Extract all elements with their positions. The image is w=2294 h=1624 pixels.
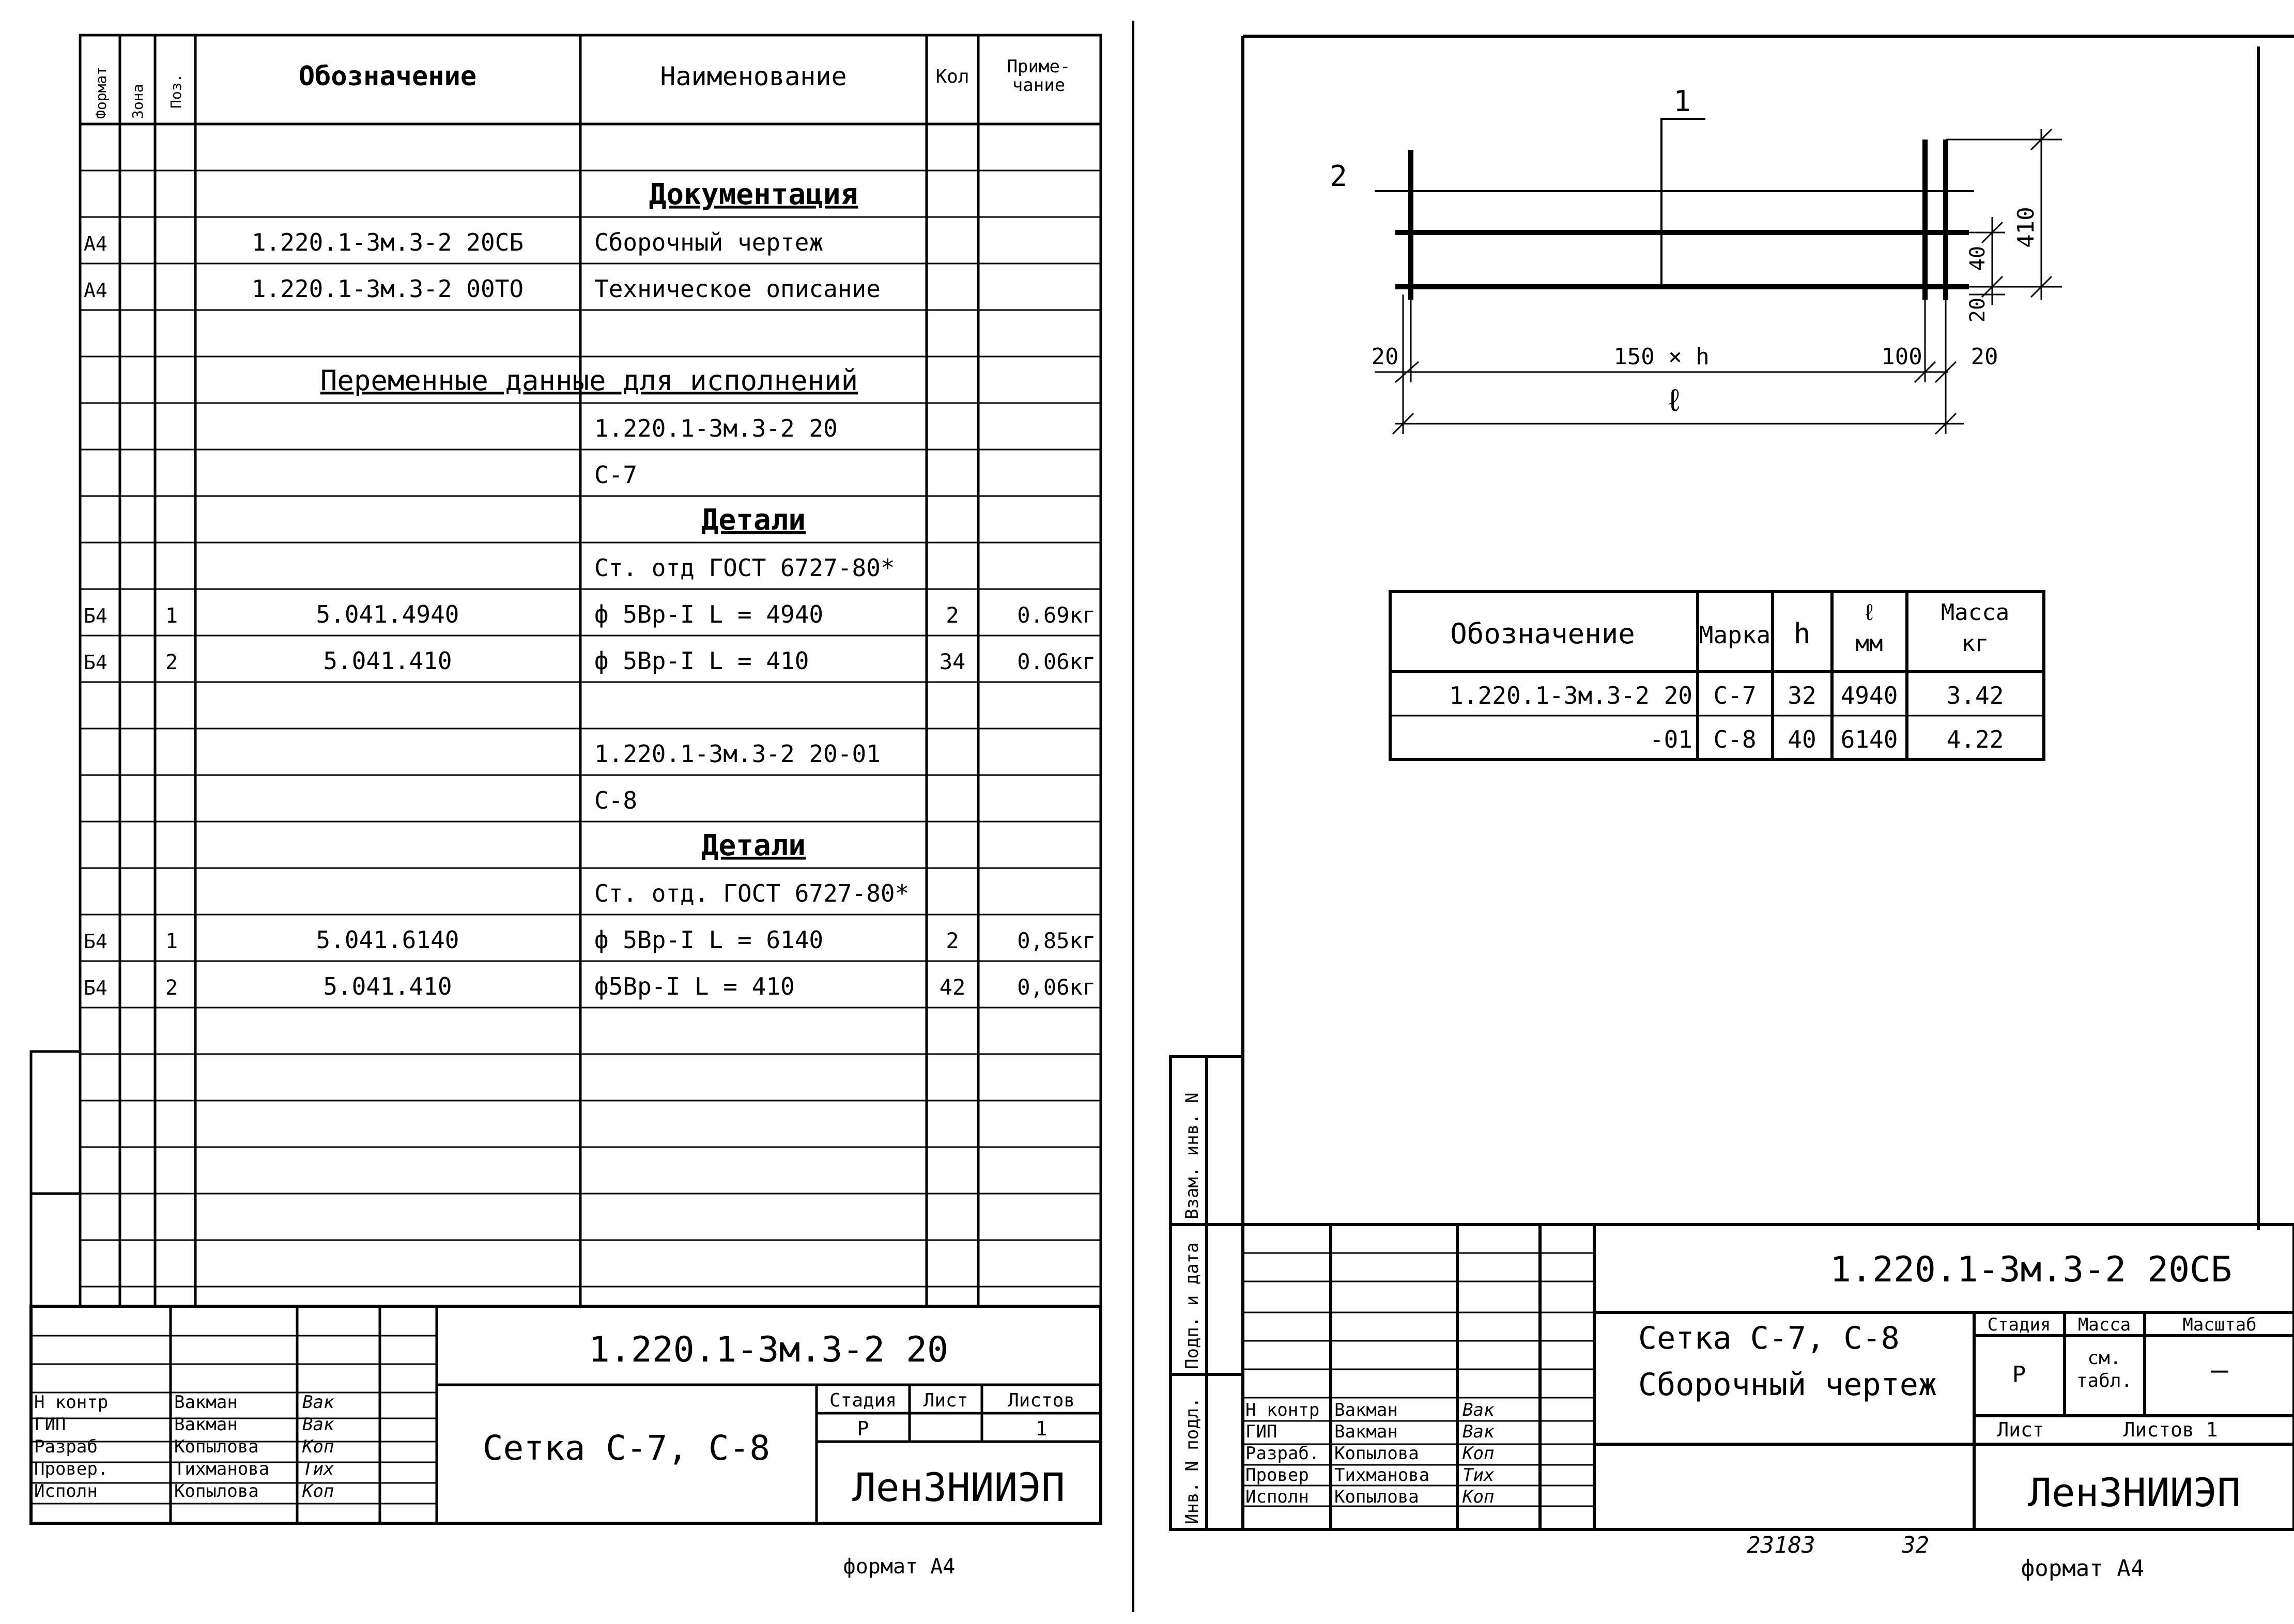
row-format: А4 (84, 233, 107, 255)
marks-row (1650, 725, 2004, 753)
row-format: Б4 (84, 977, 107, 999)
drawing-title-line1: Сетка С-7, С-8 (1638, 1320, 1900, 1356)
row-pos: 1 (165, 604, 178, 628)
spec-row (84, 275, 881, 303)
row-name: С-8 (594, 786, 638, 814)
mark-h: 40 (1788, 725, 1816, 753)
row-name: Ст. отд ГОСТ 6727-80* (594, 554, 895, 582)
person-role: Провер (1245, 1465, 1309, 1486)
header-zone: Зона (129, 84, 146, 119)
row-name: Техническое описание (594, 275, 881, 303)
drawing-format-label: формат А4 (2021, 1555, 2145, 1582)
row-name: ф 5Вр-I L = 4940 (594, 600, 824, 628)
header-pos: Поз. (167, 73, 184, 109)
row-designation: 1.220.1-3м.3-2 00ТО (251, 275, 524, 303)
person-name: Вакман (174, 1392, 238, 1413)
row-pos: 2 (165, 651, 178, 674)
row-qty: 2 (946, 928, 959, 953)
spec-row (84, 926, 1096, 954)
row-title: Детали (701, 503, 806, 537)
person-role: Исполн (1245, 1487, 1309, 1507)
spec-row (594, 461, 637, 489)
spec-sheets-label: Листов (1007, 1390, 1075, 1411)
spec-row (84, 647, 1096, 675)
row-name: С-7 (594, 461, 638, 489)
spec-row (594, 786, 637, 814)
row-note: 0.06кг (1017, 649, 1096, 674)
row-name: ф 5Вр-I L = 410 (594, 647, 809, 675)
person-role: ГИП (34, 1414, 66, 1435)
row-name: ф5Вр-I L = 410 (594, 972, 795, 1000)
person-sign: Вак (302, 1414, 334, 1435)
spec-row (594, 740, 881, 768)
person-name: Тихманова (1334, 1465, 1430, 1486)
row-note: 0,85кг (1017, 928, 1096, 953)
drawing-stage: Р (2012, 1362, 2026, 1388)
drawing-sheets-label: Листов 1 (2123, 1418, 2218, 1441)
row-qty: 34 (939, 649, 966, 674)
mark-designation: -01 (1649, 725, 1692, 753)
person-role: Исполн (34, 1481, 98, 1502)
mark-length: 4940 (1840, 682, 1898, 709)
person-sign: Коп (302, 1436, 334, 1457)
marks-table (1390, 592, 2044, 760)
drawing-org: ЛенЗНИИЭП (2028, 1470, 2241, 1515)
table-header-mass: Масса кг (1941, 599, 2010, 657)
spec-title: Сетка С-7, С-8 (482, 1428, 771, 1468)
header-name: Наименование (660, 61, 847, 91)
person-role: Разраб (34, 1436, 98, 1457)
drawing-scale-label: Масштаб (2182, 1314, 2257, 1335)
mark-mass: 4.22 (1946, 725, 2004, 753)
row-name: ф 5Вр-I L = 6140 (594, 926, 824, 954)
header-qty: Кол (935, 66, 969, 87)
row-designation: 5.041.410 (323, 647, 452, 675)
mark-code: С-7 (1713, 682, 1757, 709)
person-role: Провер. (34, 1459, 109, 1479)
row-name: Сборочный чертеж (594, 228, 824, 256)
mark-h: 32 (1788, 682, 1816, 709)
table-header-length: ℓ мм (1855, 599, 1883, 657)
row-format: Б4 (84, 605, 107, 627)
person-sign: Вак (1462, 1421, 1495, 1442)
person-sign: Коп (1462, 1443, 1495, 1464)
row-format: А4 (84, 279, 107, 302)
person-name: Копылова (174, 1481, 259, 1502)
person-role: Н контр (34, 1392, 109, 1413)
mesh-drawing (1330, 85, 2062, 434)
dim-20-left: 20 (1371, 344, 1399, 370)
marks-row (1449, 682, 2004, 709)
spec-sheets: 1 (1035, 1417, 1048, 1440)
drawing-mass: см. табл. (2076, 1348, 2133, 1391)
person-name: Вакман (1334, 1421, 1398, 1442)
row-designation: 5.041.410 (323, 972, 452, 1000)
person-role: Разраб. (1245, 1443, 1320, 1464)
side-label-sign: Подп. и дата (1182, 1242, 1203, 1369)
person-name: Копылова (1334, 1443, 1419, 1464)
header-note: Приме-чание (1007, 56, 1071, 96)
bar-label: 2 (1330, 160, 1347, 193)
side-label-replace: Взам. инв. N (1182, 1092, 1203, 1219)
row-format: Б4 (84, 651, 107, 674)
person-sign: Вак (302, 1392, 334, 1413)
spec-sheet-label: Лист (923, 1390, 968, 1411)
table-header-h: h (1793, 617, 1811, 650)
table-header-designation: Обозначение (1450, 617, 1635, 650)
row-pos: 1 (165, 930, 178, 953)
spec-row (594, 414, 838, 442)
person-role: ГИП (1245, 1421, 1277, 1442)
person-name: Копылова (174, 1436, 259, 1457)
side-label-inv: Инв. N подл. (1182, 1397, 1203, 1524)
row-designation: 1.220.1-3м.3-2 20СБ (251, 228, 524, 256)
row-qty: 2 (946, 602, 959, 628)
row-name: Ст. отд. ГОСТ 6727-80* (594, 879, 910, 907)
header-designation: Обозначение (298, 61, 477, 92)
spec-people (34, 1392, 334, 1502)
page-divider (1132, 21, 1134, 1612)
section-heading: Переменные данные для исполнений (320, 364, 858, 397)
section-label: 1 (1673, 85, 1691, 118)
person-sign: Тих (302, 1459, 334, 1479)
row-designation: 5.041.4940 (316, 600, 459, 628)
dim-40: 40 (1966, 245, 1990, 271)
row-title: Документация (649, 178, 858, 211)
stamp-right: 32 (1902, 1532, 1929, 1558)
person-name: Вакман (174, 1414, 238, 1435)
mark-length: 6140 (1840, 725, 1898, 753)
spec-row (701, 829, 806, 862)
drawing-code: 1.220.1-3м.3-2 20СБ (1830, 1249, 2232, 1290)
drawing-title-line2: Сборочный чертеж (1638, 1367, 1937, 1403)
stamp-left: 23183 (1747, 1532, 1815, 1558)
spec-row (320, 364, 858, 397)
spec-format-label: формат А4 (843, 1555, 956, 1579)
spec-code: 1.220.1-3м.3-2 20 (589, 1329, 948, 1370)
spec-row (649, 178, 858, 211)
dim-410: 410 (2013, 207, 2039, 248)
spec-stage-label: Стадия (829, 1390, 897, 1411)
spec-row (701, 503, 806, 537)
dim-20-vert: 20 (1966, 297, 1990, 323)
person-sign: Тих (1462, 1465, 1495, 1486)
drawing-scale: — (2211, 1353, 2228, 1387)
person-sign: Вак (1462, 1400, 1495, 1420)
row-title: Детали (701, 829, 806, 862)
row-name: 1.220.1-3м.3-2 20 (594, 414, 838, 442)
mark-designation: 1.220.1-3м.3-2 20 (1449, 682, 1692, 709)
drawing-stage-label: Стадия (1987, 1314, 2051, 1335)
row-format: Б4 (84, 930, 107, 953)
dim-span: 150 × h (1613, 344, 1710, 370)
dim-100: 100 (1881, 344, 1922, 370)
person-sign: Коп (302, 1481, 334, 1502)
dim-20-right: 20 (1970, 344, 1998, 370)
person-role: Н контр (1245, 1400, 1320, 1420)
row-pos: 2 (165, 976, 178, 1000)
spec-org: ЛенЗНИИЭП (852, 1464, 1065, 1510)
row-note: 0,06кг (1017, 975, 1096, 1000)
person-name: Тихманова (174, 1459, 270, 1479)
mark-code: С-8 (1713, 725, 1757, 753)
person-name: Копылова (1334, 1487, 1419, 1507)
specification-sheet (0, 0, 1137, 1624)
spec-row (594, 879, 909, 907)
spec-row (84, 972, 1096, 1000)
spec-row (84, 600, 1096, 628)
header-format: Формат (93, 66, 110, 119)
mark-mass: 3.42 (1946, 682, 2004, 709)
row-qty: 42 (939, 975, 966, 1000)
person-sign: Коп (1462, 1487, 1495, 1507)
spec-row (594, 554, 895, 582)
spec-stage: Р (857, 1417, 869, 1440)
row-note: 0.69кг (1017, 602, 1096, 628)
drawing-sheet-label: Лист (1997, 1418, 2044, 1441)
row-designation: 5.041.6140 (316, 926, 459, 954)
drawing-sheet (1137, 0, 2294, 1624)
row-name: 1.220.1-3м.3-2 20-01 (594, 740, 881, 768)
table-header-mark: Марка (1699, 621, 1771, 649)
dim-length: ℓ (1665, 382, 1684, 419)
drawing-mass-label: Масса (2077, 1314, 2131, 1335)
person-name: Вакман (1334, 1400, 1398, 1420)
